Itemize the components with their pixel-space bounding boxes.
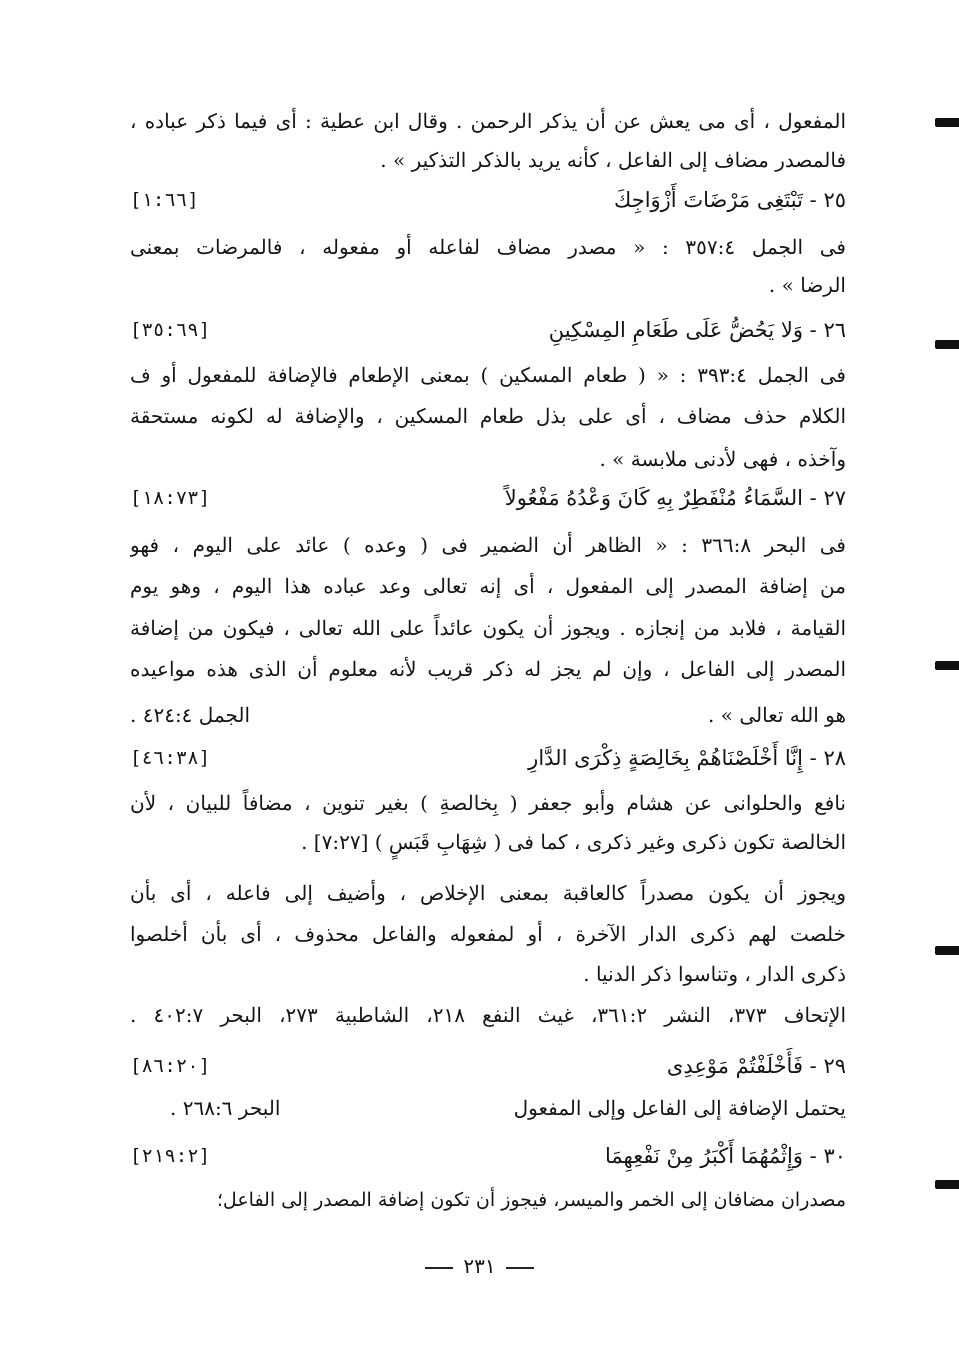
verse-text: ٢٦ - وَلا يَحُضُّ عَلَى طَعَامِ المِسْكِينِ (548, 318, 846, 342)
scan-edge-mark (935, 946, 959, 955)
verse-text: ٢٥ - تَبْتَغِى مَرْضَاتَ أَزْوَاجِكَ (614, 188, 846, 212)
page-number: ٢٣١ (463, 1254, 496, 1278)
verse-text: ٣٠ - وَإِثْمُهُمَا أَكْبَرُ مِنْ نَفْعِهِمَا (604, 1144, 846, 1168)
verse-reference: [٤٦:٣٨] (130, 747, 211, 769)
text-line: ويجوز أن يكون مصدراً كالعاقبة بمعنى الإخلاص ، وأضيف إلى فاعله ، أى بأن (130, 881, 846, 905)
text-line: خلصت لهم ذكرى الدار الآخرة ، أو لمفعوله والفاعل محذوف ، أى بأن أخلصوا (130, 922, 846, 946)
verse-reference: [١:٦٦] (130, 189, 199, 211)
verse-entry-30 (130, 1136, 846, 1176)
scan-edge-mark (935, 661, 959, 670)
text-line: نافع والحلوانى عن هشام وأبو جعفر ( بِخالصةِ ) بغير تنوين ، مضافاً للبيان ، لأن (130, 791, 846, 815)
text-line: وآخذه ، فهى لأدنى ملابسة » . (599, 447, 846, 471)
verse-reference: [٢١٩:٢] (130, 1145, 211, 1167)
text-line: مصدران مضافان إلى الخمر والميسر، فيجوز أن تكون إضافة المصدر إلى الفاعل؛ (216, 1189, 846, 1211)
verse-reference: [٨٦:٢٠] (130, 1055, 211, 1077)
text-line: فى البحر ٣٦٦:٨ : « الظاهر أن الضمير فى ( وعده ) عائد على اليوم ، فهو (130, 533, 846, 557)
source-list: الإتحاف ٣٧٣، النشر ٣٦١:٢، غيث النفع ٢١٨، الشاطبية ٢٧٣، البحر ٤٠٢:٧ . (130, 1003, 846, 1027)
text-line-with-source (130, 1090, 846, 1126)
verse-entry-29 (130, 1046, 846, 1086)
scan-edge-mark (935, 118, 959, 127)
source-citation: الجمل ٤٢٤:٤ . (130, 703, 251, 727)
verse-text: ٢٨ - إِنَّا أَخْلَصْنَاهُمْ بِخَالِصَةٍ ذِكْرَى الدَّارِ (528, 746, 846, 770)
source-citation: البحر ٢٦٨:٦ . (170, 1096, 281, 1120)
text-line: يحتمل الإضافة إلى الفاعل وإلى المفعول (513, 1096, 846, 1120)
text-line: المفعول ، أى مى يعش عن أن يذكر الرحمن . وقال ابن عطية : أى فيما ذكر عباده ، (130, 109, 846, 133)
verse-text: ٢٩ - فَأَخْلَفْتُمْ مَوْعِدِى (666, 1054, 846, 1078)
text-line: الكلام حذف مضاف ، أى على بذل طعام المسكين ، والإضافة له لكونه مستحقة (130, 404, 846, 428)
verse-entry-27 (130, 478, 846, 518)
text-line: فى الجمل ٣٩٣:٤ : « ( طعام المسكين ) بمعنى الإطعام فالإضافة للمفعول أو ف (130, 363, 846, 387)
text-line: ذكرى الدار ، وتناسوا ذكر الدنيا . (583, 962, 846, 986)
footer-dash (425, 1267, 453, 1269)
verse-reference: [٣٥:٦٩] (130, 319, 211, 341)
text-line: المصدر إلى الفاعل ، وإن لم يجز له ذكر قريب لأنه معلوم أن الذى هذه مواعيده (130, 657, 846, 681)
page-footer (0, 1254, 959, 1278)
verse-text: ٢٧ - السَّمَاءُ مُنْفَطِرٌ بِهِ كَانَ وَعْدُهُ مَفْعُولاً (504, 486, 846, 510)
verse-entry-25 (130, 180, 846, 220)
text-line-with-source (130, 697, 846, 733)
text-line: من إضافة المصدر إلى المفعول ، أى إنه تعالى وعد عباده هذا اليوم ، وهو يوم (130, 574, 846, 598)
scan-edge-mark (935, 1180, 959, 1189)
text-line: الخالصة تكون ذكرى وغير ذكرى ، كما فى ( شِهَابِ قَبَسٍ ) [٧:٢٧] . (301, 830, 846, 854)
text-line: الرضا » . (768, 273, 846, 297)
text-line: فى الجمل ٣٥٧:٤ : « مصدر مضاف لفاعله أو مفعوله ، فالمرضات بمعنى (130, 235, 846, 259)
text-line: هو الله تعالى » . (708, 703, 846, 727)
footer-dash (506, 1267, 534, 1269)
text-line: فالمصدر مضاف إلى الفاعل ، كأنه يريد بالذكر التذكير » . (380, 148, 846, 172)
text-line: القيامة ، فلابد من إنجازه . ويجوز أن يكون عائداً على الله تعالى ، فيكون من إضافة (130, 616, 846, 640)
verse-reference: [١٨:٧٣] (130, 487, 211, 509)
verse-entry-26 (130, 310, 846, 350)
scan-edge-mark (935, 340, 959, 349)
verse-entry-28 (130, 738, 846, 778)
